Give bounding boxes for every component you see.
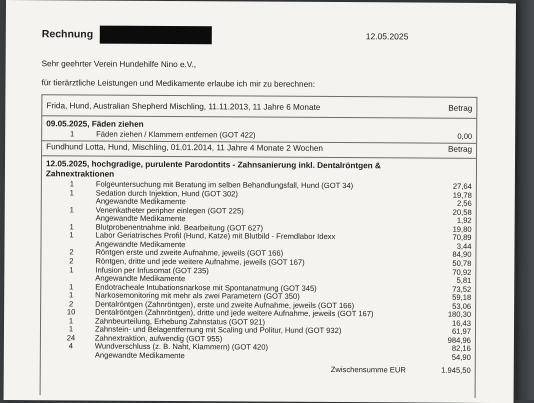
item-description: Zahnextraktion, aufwendig (GOT 955) [95, 334, 222, 343]
item-description: Röntgen, dritte und jede weitere Aufnahme, jeweils (GOT 167) [95, 257, 304, 267]
item-amount: 84,90 [452, 251, 471, 260]
item-quantity: 1 [59, 291, 83, 300]
visit-2-items [42, 95, 476, 98]
item-quantity: 1 [60, 180, 84, 189]
item-quantity: 1 [59, 283, 83, 292]
item-amount: 70,89 [453, 234, 472, 243]
subtotal-amount: 1.945,50 [441, 366, 471, 375]
item-description: Labor Geriatrisches Profil (Hund, Katze) mit Blutbild - Fremdlabor Idexx [96, 232, 336, 242]
item-amount: 3,44 [457, 243, 472, 252]
item-description: Zahnstein- und Belagentfernung mit Scaling und Politur, Hund (GOT 932) [95, 326, 341, 336]
visit-2-title-line-2: Zahnextraktionen [46, 170, 114, 179]
animal-1-betrag-label: Betrag [448, 105, 472, 114]
item-quantity: 1 [59, 317, 83, 326]
background-edge [516, 0, 534, 400]
subtotal-label: Zwischensumme EUR [331, 366, 406, 375]
item-description: Blutprobenentnahme inkl. Bearbeitung (GOT 627) [96, 223, 264, 233]
item-description: Angewandte Medikamente [96, 215, 186, 224]
invoice-page [4, 0, 516, 403]
item-description: Angewandte Medikamente [96, 198, 186, 207]
animal-1-description: Frida, Hund, Australian Shepherd Mischling, 11.11.2013, 11 Jahre 6 Monate [46, 102, 320, 112]
visit-1-item-qty: 1 [60, 130, 84, 139]
item-description: Dentalröntgen (Zahnröntgen), erste und zweite Aufnahme, jeweils (GOT 166) [95, 300, 354, 310]
item-amount: 20,58 [453, 208, 472, 217]
item-quantity: 10 [59, 309, 83, 318]
item-amount: 984,96 [448, 337, 471, 346]
item-amount: 16,43 [452, 320, 471, 329]
item-quantity: 1 [60, 189, 84, 198]
item-quantity: 1 [60, 232, 84, 241]
visit-1-item-desc: Fäden ziehen / Klammern entfernen (GOT 422) [96, 131, 255, 140]
item-amount: 180,30 [448, 311, 471, 320]
item-description: Röntgen erste und zweite Aufnahme, jeweils (GOT 166) [95, 249, 283, 259]
item-quantity: 4 [59, 343, 83, 352]
visit-1-item-amount: 0,00 [457, 133, 472, 142]
item-quantity: 1 [60, 223, 84, 232]
item-description: Infusion per Infusomat (GOT 235) [95, 266, 208, 275]
invoice-title: Rechnung [42, 28, 93, 40]
item-amount: 2,56 [457, 200, 472, 209]
item-description: Zahnbeurteilung, Erhebung Zahnstatus (GOT 921) [95, 317, 265, 327]
salutation: Sehr geehrter Verein Hundehilfe Nino e.V., [42, 59, 197, 69]
visit-1-title: 09.05.2025, Fäden ziehen [46, 120, 143, 129]
item-quantity: 2 [59, 249, 83, 258]
divider [42, 155, 476, 159]
item-description: Wundverschluss (z. B. Naht, Klammern) (GOT 420) [95, 343, 268, 353]
item-quantity: 1 [60, 206, 84, 215]
item-amount: 73,52 [452, 285, 471, 294]
item-amount: 70,92 [452, 268, 471, 277]
item-amount: 5,81 [456, 277, 471, 286]
intro-text: für tierärztliche Leistungen und Medikamente erlaube ich mir zu berechnen: [41, 78, 315, 89]
item-amount: 19,80 [453, 225, 472, 234]
animal-2-description: Fundhund Lotta, Hund, Mischling, 01.01.2014, 11 Jahre 4 Monate 2 Wochen [46, 143, 323, 153]
invoice-table [40, 94, 478, 398]
item-quantity: 2 [59, 257, 83, 266]
divider [42, 115, 476, 119]
item-quantity: 2 [59, 300, 83, 309]
redaction-bar [100, 26, 212, 45]
item-amount: 54,90 [452, 354, 471, 363]
item-quantity: 24 [59, 334, 83, 343]
item-description: Narkosemonitoring mit mehr als zwei Parametern (GOT 350) [95, 292, 300, 302]
item-amount: 59,18 [452, 294, 471, 303]
item-quantity: 1 [59, 266, 83, 275]
item-amount: 27,64 [453, 183, 472, 192]
invoice-date: 12.05.2025 [366, 31, 409, 41]
item-description: Dentalröntgen (Zahnröntgen), dritte und jede weitere Aufnahme, jeweils (GOT 167) [95, 309, 373, 319]
item-description: Venenkatheter peripher einlegen (GOT 225) [96, 206, 244, 215]
item-quantity: 1 [59, 326, 83, 335]
item-amount: 19,78 [453, 191, 472, 200]
item-amount: 1,92 [457, 217, 472, 226]
item-description: Angewandte Medikamente [95, 240, 185, 249]
item-description: Folgeuntersuchung mit Beratung im selben Behandlungsfall, Hund (GOT 34) [96, 181, 353, 191]
item-description: Angewandte Medikamente [95, 352, 185, 361]
animal-2-betrag-label: Betrag [448, 146, 472, 155]
item-amount: 53,06 [452, 302, 471, 311]
item-amount: 82,16 [452, 345, 471, 354]
item-description: Endotracheale Intubationsnarkose mit Spontanatmung (GOT 345) [95, 283, 317, 293]
item-description: Sedation durch Injektion, Hund (GOT 302) [96, 189, 238, 198]
item-amount: 61,97 [452, 328, 471, 337]
item-description: Angewandte Medikamente [95, 275, 185, 284]
visit-2-title-line-1: 12.05.2025, hochgradige, purulente Parodontits - Zahnsanierung inkl. Dentalröntgen & [46, 160, 381, 171]
item-amount: 50,78 [452, 260, 471, 269]
